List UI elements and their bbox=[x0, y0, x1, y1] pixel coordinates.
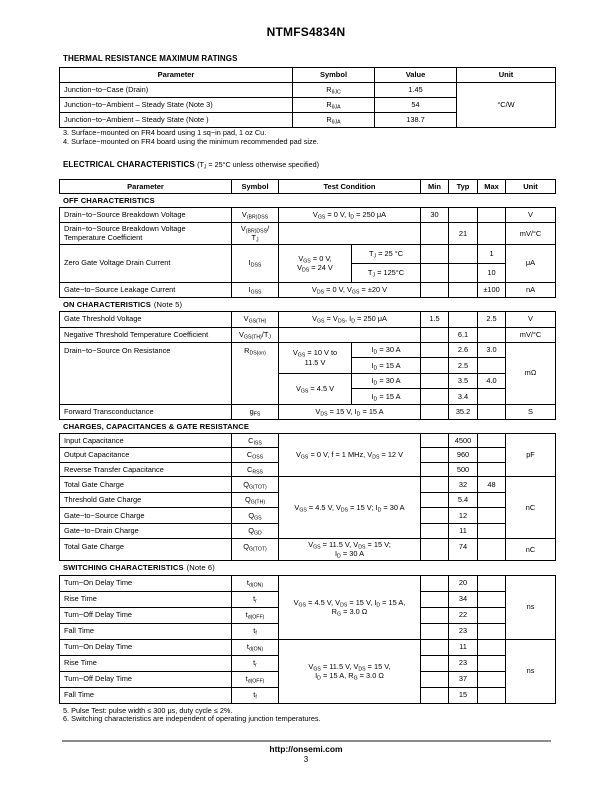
cell-value: 54 bbox=[375, 98, 457, 113]
cell-max: 2.5 bbox=[478, 311, 506, 327]
note-line: 4. Surface−mounted on FR4 board using the minimum recommended pad size. bbox=[63, 136, 319, 146]
cell-symbol: $t_{d(ON)}$ bbox=[232, 575, 279, 591]
cell-typ: 11 bbox=[449, 639, 478, 655]
cell-symbol: $t_f$ bbox=[232, 687, 279, 703]
col-parameter: Parameter bbox=[60, 68, 293, 83]
cell-typ: 23 bbox=[449, 623, 478, 639]
cell-symbol: $Q_{GD}$ bbox=[232, 523, 279, 539]
cell-typ: 12 bbox=[449, 508, 478, 524]
col-value: Value bbox=[375, 68, 457, 83]
cell-unit: ns bbox=[506, 639, 556, 703]
cell-blank bbox=[478, 327, 506, 342]
cell-cond-sub: $T_J = 25$ °C bbox=[352, 244, 421, 263]
cell-param: Zero Gate Voltage Drain Current bbox=[60, 244, 232, 282]
cell-blank bbox=[449, 208, 478, 223]
cell-param: Threshold Gate Charge bbox=[60, 492, 232, 508]
cell-blank bbox=[478, 448, 506, 463]
cell-typ: 11 bbox=[449, 523, 478, 539]
thermal-header-row bbox=[60, 68, 556, 83]
cell-blank bbox=[421, 639, 449, 655]
cell-symbol: $C_{ISS}$ bbox=[232, 433, 279, 448]
cell-param: Drain−to−Source Breakdown Voltage Temperature Coefficient bbox=[60, 223, 232, 245]
thermal-notes bbox=[63, 129, 319, 147]
cell-blank bbox=[478, 404, 506, 419]
cell-unit: μA bbox=[506, 244, 556, 282]
cell-param: Gate−to−Drain Charge bbox=[60, 523, 232, 539]
cell-blank bbox=[421, 687, 449, 703]
on-characteristics-table bbox=[59, 311, 556, 420]
section-note: (Note 5) bbox=[153, 299, 183, 309]
note-line: 5. Pulse Test: pulse width ≤ 300 μs, duty cycle ≤ 2%. bbox=[63, 705, 233, 715]
cell-typ: 2.6 bbox=[449, 342, 478, 358]
cell-blank bbox=[421, 539, 449, 561]
cell-unit: nC bbox=[506, 539, 556, 561]
cell-blank bbox=[478, 433, 506, 448]
cell-cond: $V_{GS} = 0$ V, $I_D = 250$ μA bbox=[279, 208, 421, 223]
cell-param: Input Capacitance bbox=[60, 433, 232, 448]
table-row bbox=[60, 539, 556, 561]
cell-symbol: $t_{d(OFF)}$ bbox=[232, 607, 279, 623]
cell-blank bbox=[421, 404, 449, 419]
cell-param: Gate−to−Source Leakage Current bbox=[60, 282, 232, 297]
cell-cond-sub: $T_J = 125^\circ C$ bbox=[352, 263, 421, 282]
cell-symbol: $t_r$ bbox=[232, 655, 279, 671]
cell-value: 1.45 bbox=[375, 83, 457, 98]
col-symbol: Symbol bbox=[293, 68, 375, 83]
section-note: (Note 6) bbox=[186, 563, 215, 572]
electrical-header-table bbox=[59, 179, 556, 194]
note-line: 6. Switching characteristics are independent of operating junction temperatures. bbox=[63, 714, 321, 724]
cell-symbol: $R_{\theta JA}$ bbox=[293, 113, 375, 128]
cell-param: Drain−to−Source On Resistance bbox=[60, 342, 232, 404]
cell-cond: $V_{GS} = 11.5$ V, $V_{DS} = 15$ V; $I_D = 30$ A bbox=[279, 539, 421, 561]
cell-symbol: $V_{(BR)DSS}$ bbox=[232, 208, 279, 223]
charges-table bbox=[59, 433, 556, 561]
cell-symbol: $I_{GSS}$ bbox=[232, 282, 279, 297]
table-row bbox=[60, 282, 556, 297]
cell-param: Forward Transconductance bbox=[60, 404, 232, 419]
cell-unit: mΩ bbox=[506, 342, 556, 404]
cell-symbol: $t_{d(ON)}$ bbox=[232, 639, 279, 655]
cell-param: Total Gate Charge bbox=[60, 539, 232, 561]
cell-blank bbox=[421, 655, 449, 671]
cell-blank bbox=[421, 389, 449, 405]
table-row bbox=[60, 223, 556, 245]
cell-blank bbox=[421, 575, 449, 591]
cell-symbol: $R_{DS(on)}$ bbox=[232, 342, 279, 404]
cell-blank bbox=[421, 477, 449, 493]
cell-blank bbox=[449, 311, 478, 327]
section-band-charges bbox=[59, 420, 555, 433]
cell-max bbox=[478, 358, 506, 374]
cell-param: Junction−to−Ambient – Steady State (Note ) bbox=[60, 113, 293, 128]
cell-param: Rise Time bbox=[60, 591, 232, 607]
cell-symbol: $Q_{G(TH)}$ bbox=[232, 492, 279, 508]
cell-typ: 74 bbox=[449, 539, 478, 561]
electrical-block bbox=[59, 179, 555, 724]
cell-blank bbox=[478, 639, 506, 655]
cell-symbol: $I_{DSS}$ bbox=[232, 244, 279, 282]
col-unit: Unit bbox=[506, 180, 556, 194]
cell-symbol: $R_{\theta JC}$ bbox=[293, 83, 375, 98]
cell-blank bbox=[478, 607, 506, 623]
cell-typ: 960 bbox=[449, 448, 478, 463]
cell-typ: 23 bbox=[449, 655, 478, 671]
col-symbol: Symbol bbox=[232, 180, 279, 194]
cell-param: Junction−to−Ambient – Steady State (Note 3) bbox=[60, 98, 293, 113]
cell-blank bbox=[478, 655, 506, 671]
switching-table bbox=[59, 575, 556, 704]
cell-blank bbox=[421, 223, 449, 245]
cell-symbol: $V_{GS(TH)}/T_J$ bbox=[232, 327, 279, 342]
cell-param: Gate Threshold Voltage bbox=[60, 311, 232, 327]
section-label: SWITCHING CHARACTERISTICS bbox=[63, 563, 184, 572]
page-title: NTMFS4834N bbox=[266, 25, 346, 39]
cell-param: Gate−to−Source Charge bbox=[60, 508, 232, 524]
cell-unit: mV/°C bbox=[506, 223, 556, 245]
section-band-on bbox=[59, 298, 555, 311]
cell-blank bbox=[279, 327, 421, 342]
cell-unit: °C/W bbox=[457, 83, 556, 128]
cell-value: 138.7 bbox=[375, 113, 457, 128]
cell-max bbox=[478, 508, 506, 524]
cell-param: Drain−to−Source Breakdown Voltage bbox=[60, 208, 232, 223]
cell-cond-sub: $I_D = 30$ A bbox=[352, 342, 421, 358]
electrical-heading bbox=[63, 160, 319, 169]
cell-blank bbox=[421, 623, 449, 639]
cell-blank bbox=[449, 263, 478, 282]
table-row bbox=[60, 208, 556, 223]
col-test-condition: Test Condition bbox=[279, 180, 421, 194]
cell-param: Negative Threshold Temperature Coefficient bbox=[60, 327, 232, 342]
cell-blank bbox=[421, 282, 449, 297]
cell-cond: $V_{GS} = 0$ V, $V_{DS} = 24$ V bbox=[279, 244, 352, 282]
section-band-switching bbox=[59, 561, 555, 575]
cell-param: Turn−On Delay Time bbox=[60, 575, 232, 591]
cell-typ: 22 bbox=[449, 607, 478, 623]
footer-divider bbox=[62, 740, 551, 742]
cell-param: Turn−On Delay Time bbox=[60, 639, 232, 655]
electrical-header-row bbox=[60, 180, 556, 194]
footer-link[interactable]: http://onsemi.com bbox=[269, 744, 343, 754]
cell-blank bbox=[478, 223, 506, 245]
cell-blank bbox=[421, 492, 449, 508]
cell-max bbox=[478, 492, 506, 508]
cell-cond-sub: $I_D = 15$ A bbox=[352, 358, 421, 374]
cell-symbol: $g_{FS}$ bbox=[232, 404, 279, 419]
cell-typ: 34 bbox=[449, 591, 478, 607]
cell-min: 1.5 bbox=[421, 311, 449, 327]
cell-unit: ns bbox=[506, 575, 556, 639]
cell-typ: 20 bbox=[449, 575, 478, 591]
cell-unit: pF bbox=[506, 433, 556, 477]
cell-param: Turn−Off Delay Time bbox=[60, 607, 232, 623]
cell-cond: $V_{GS} = 11.5$ V, $V_{DS} = 15$ V, $I_D = 15$ A, $R_G = 3.0$ Ω bbox=[279, 639, 421, 703]
cell-blank bbox=[478, 623, 506, 639]
cell-symbol: $t_{d(OFF)}$ bbox=[232, 671, 279, 687]
cell-typ: 4500 bbox=[449, 433, 478, 448]
col-max: Max bbox=[478, 180, 506, 194]
cell-symbol: $t_r$ bbox=[232, 591, 279, 607]
cell-typ: 500 bbox=[449, 462, 478, 477]
cell-unit: V bbox=[506, 311, 556, 327]
cell-max: 10 bbox=[478, 263, 506, 282]
cell-symbol: $Q_{G(TOT)}$ bbox=[232, 477, 279, 493]
cell-blank bbox=[478, 591, 506, 607]
cell-cond: $V_{GS} = 4.5$ V, $V_{DS} = 15$ V; $I_D = 30$ A bbox=[279, 477, 421, 539]
cell-unit: mV/°C bbox=[506, 327, 556, 342]
cell-typ: 3.4 bbox=[449, 389, 478, 405]
cell-param: Total Gate Charge bbox=[60, 477, 232, 493]
cell-cond-sub: $I_D = 30$ A bbox=[352, 373, 421, 389]
cell-unit: nA bbox=[506, 282, 556, 297]
cell-blank bbox=[421, 671, 449, 687]
cell-unit: nC bbox=[506, 477, 556, 539]
cell-blank bbox=[449, 244, 478, 263]
cell-param: Rise Time bbox=[60, 655, 232, 671]
cell-symbol: $t_f$ bbox=[232, 623, 279, 639]
table-row bbox=[60, 639, 556, 655]
cell-typ: 15 bbox=[449, 687, 478, 703]
cell-max: ±100 bbox=[478, 282, 506, 297]
table-row bbox=[60, 575, 556, 591]
thermal-table bbox=[59, 67, 556, 128]
section-label: CHARGES, CAPACITANCES & GATE RESISTANCE bbox=[63, 421, 250, 431]
cell-unit: V bbox=[506, 208, 556, 223]
cell-cond: $V_{GS} = 0$ V, f = 1 MHz, $V_{DS} = 12$ V bbox=[279, 433, 421, 477]
table-row bbox=[60, 477, 556, 493]
section-band-off bbox=[59, 194, 555, 207]
cell-min: 30 bbox=[421, 208, 449, 223]
cell-typ: 3.5 bbox=[449, 373, 478, 389]
cell-blank bbox=[279, 223, 421, 245]
cell-cond: $V_{GS} = V_{DS}$, $I_D = 250$ μA bbox=[279, 311, 421, 327]
col-unit: Unit bbox=[457, 68, 556, 83]
cell-blank bbox=[421, 462, 449, 477]
cell-param: Output Capacitance bbox=[60, 448, 232, 463]
section-label: ON CHARACTERISTICS bbox=[63, 299, 151, 309]
cell-blank bbox=[421, 607, 449, 623]
cell-param: Fall Time bbox=[60, 623, 232, 639]
cell-typ: 2.5 bbox=[449, 358, 478, 374]
cell-cond: $V_{DS} = 15$ V, $I_D = 15$ A bbox=[279, 404, 421, 419]
cell-blank bbox=[421, 342, 449, 358]
table-row bbox=[60, 311, 556, 327]
cell-unit: S bbox=[506, 404, 556, 419]
cell-blank bbox=[421, 508, 449, 524]
thermal-heading: THERMAL RESISTANCE MAXIMUM RATINGS bbox=[63, 54, 238, 63]
electrical-heading-label: ELECTRICAL CHARACTERISTICS bbox=[63, 160, 195, 169]
cell-cond: $V_{DS} = 0$ V, $V_{GS} = \pm 20$ V bbox=[279, 282, 421, 297]
cell-blank bbox=[421, 358, 449, 374]
cell-param: Fall Time bbox=[60, 687, 232, 703]
cell-typ: 32 bbox=[449, 477, 478, 493]
cell-blank bbox=[478, 671, 506, 687]
col-min: Min bbox=[421, 180, 449, 194]
cell-blank bbox=[478, 462, 506, 477]
electrical-notes bbox=[59, 707, 555, 725]
table-row bbox=[60, 244, 556, 263]
cell-symbol: $C_{OSS}$ bbox=[232, 448, 279, 463]
cell-blank bbox=[421, 373, 449, 389]
cell-symbol: $Q_{GS}$ bbox=[232, 508, 279, 524]
note-line: 3. Surface−mounted on FR4 board using 1 sq−in pad, 1 oz Cu. bbox=[63, 128, 267, 137]
cell-cond: $V_{GS} = 10$ V to 11.5 V bbox=[279, 342, 352, 373]
col-parameter: Parameter bbox=[60, 180, 232, 194]
table-row bbox=[60, 83, 556, 98]
table-row bbox=[60, 433, 556, 448]
cell-symbol: $R_{\theta JA}$ bbox=[293, 98, 375, 113]
cell-max: 48 bbox=[478, 477, 506, 493]
cell-max bbox=[478, 523, 506, 539]
table-row bbox=[60, 404, 556, 419]
cell-blank bbox=[478, 687, 506, 703]
cell-cond: $V_{GS} = 4.5$ V bbox=[279, 373, 352, 404]
cell-blank bbox=[478, 575, 506, 591]
col-typ: Typ bbox=[449, 180, 478, 194]
off-characteristics-table bbox=[59, 207, 556, 298]
cell-symbol: $V_{GS(TH)}$ bbox=[232, 311, 279, 327]
cell-symbol: $Q_{G(TOT)}$ bbox=[232, 539, 279, 561]
cell-blank bbox=[421, 591, 449, 607]
cell-blank bbox=[421, 448, 449, 463]
cell-typ: 6.1 bbox=[449, 327, 478, 342]
cell-typ: 21 bbox=[449, 223, 478, 245]
cell-typ: 5.4 bbox=[449, 492, 478, 508]
electrical-heading-condition: ($T_J = 25^\circ C$ unless otherwise specified) bbox=[197, 160, 319, 171]
cell-blank bbox=[449, 282, 478, 297]
page-number: 3 bbox=[303, 755, 309, 764]
cell-symbol: $C_{RSS}$ bbox=[232, 462, 279, 477]
cell-blank bbox=[421, 523, 449, 539]
cell-blank bbox=[478, 208, 506, 223]
cell-blank bbox=[478, 539, 506, 561]
cell-param: Turn−Off Delay Time bbox=[60, 671, 232, 687]
table-row bbox=[60, 342, 556, 358]
cell-max: 3.0 bbox=[478, 342, 506, 358]
cell-typ: 35.2 bbox=[449, 404, 478, 419]
section-label: OFF CHARACTERISTICS bbox=[63, 196, 155, 205]
cell-symbol: $V_{(BR)DSS}/$ $T_J$ bbox=[232, 223, 279, 245]
cell-typ: 37 bbox=[449, 671, 478, 687]
cell-param: Junction−to−Case (Drain) bbox=[60, 83, 293, 98]
cell-blank bbox=[421, 327, 449, 342]
cell-blank bbox=[421, 244, 449, 263]
cell-max: 4.0 bbox=[478, 373, 506, 389]
cell-param: Reverse Transfer Capacitance bbox=[60, 462, 232, 477]
cell-cond: $V_{GS} = 4.5$ V, $V_{DS} = 15$ V, $I_D = 15$ A, $R_G = 3.0$ Ω bbox=[279, 575, 421, 639]
cell-blank bbox=[421, 433, 449, 448]
table-row bbox=[60, 327, 556, 342]
cell-blank bbox=[421, 263, 449, 282]
cell-cond-sub: $I_D = 15$ A bbox=[352, 389, 421, 405]
cell-max bbox=[478, 389, 506, 405]
cell-max: 1 bbox=[478, 244, 506, 263]
